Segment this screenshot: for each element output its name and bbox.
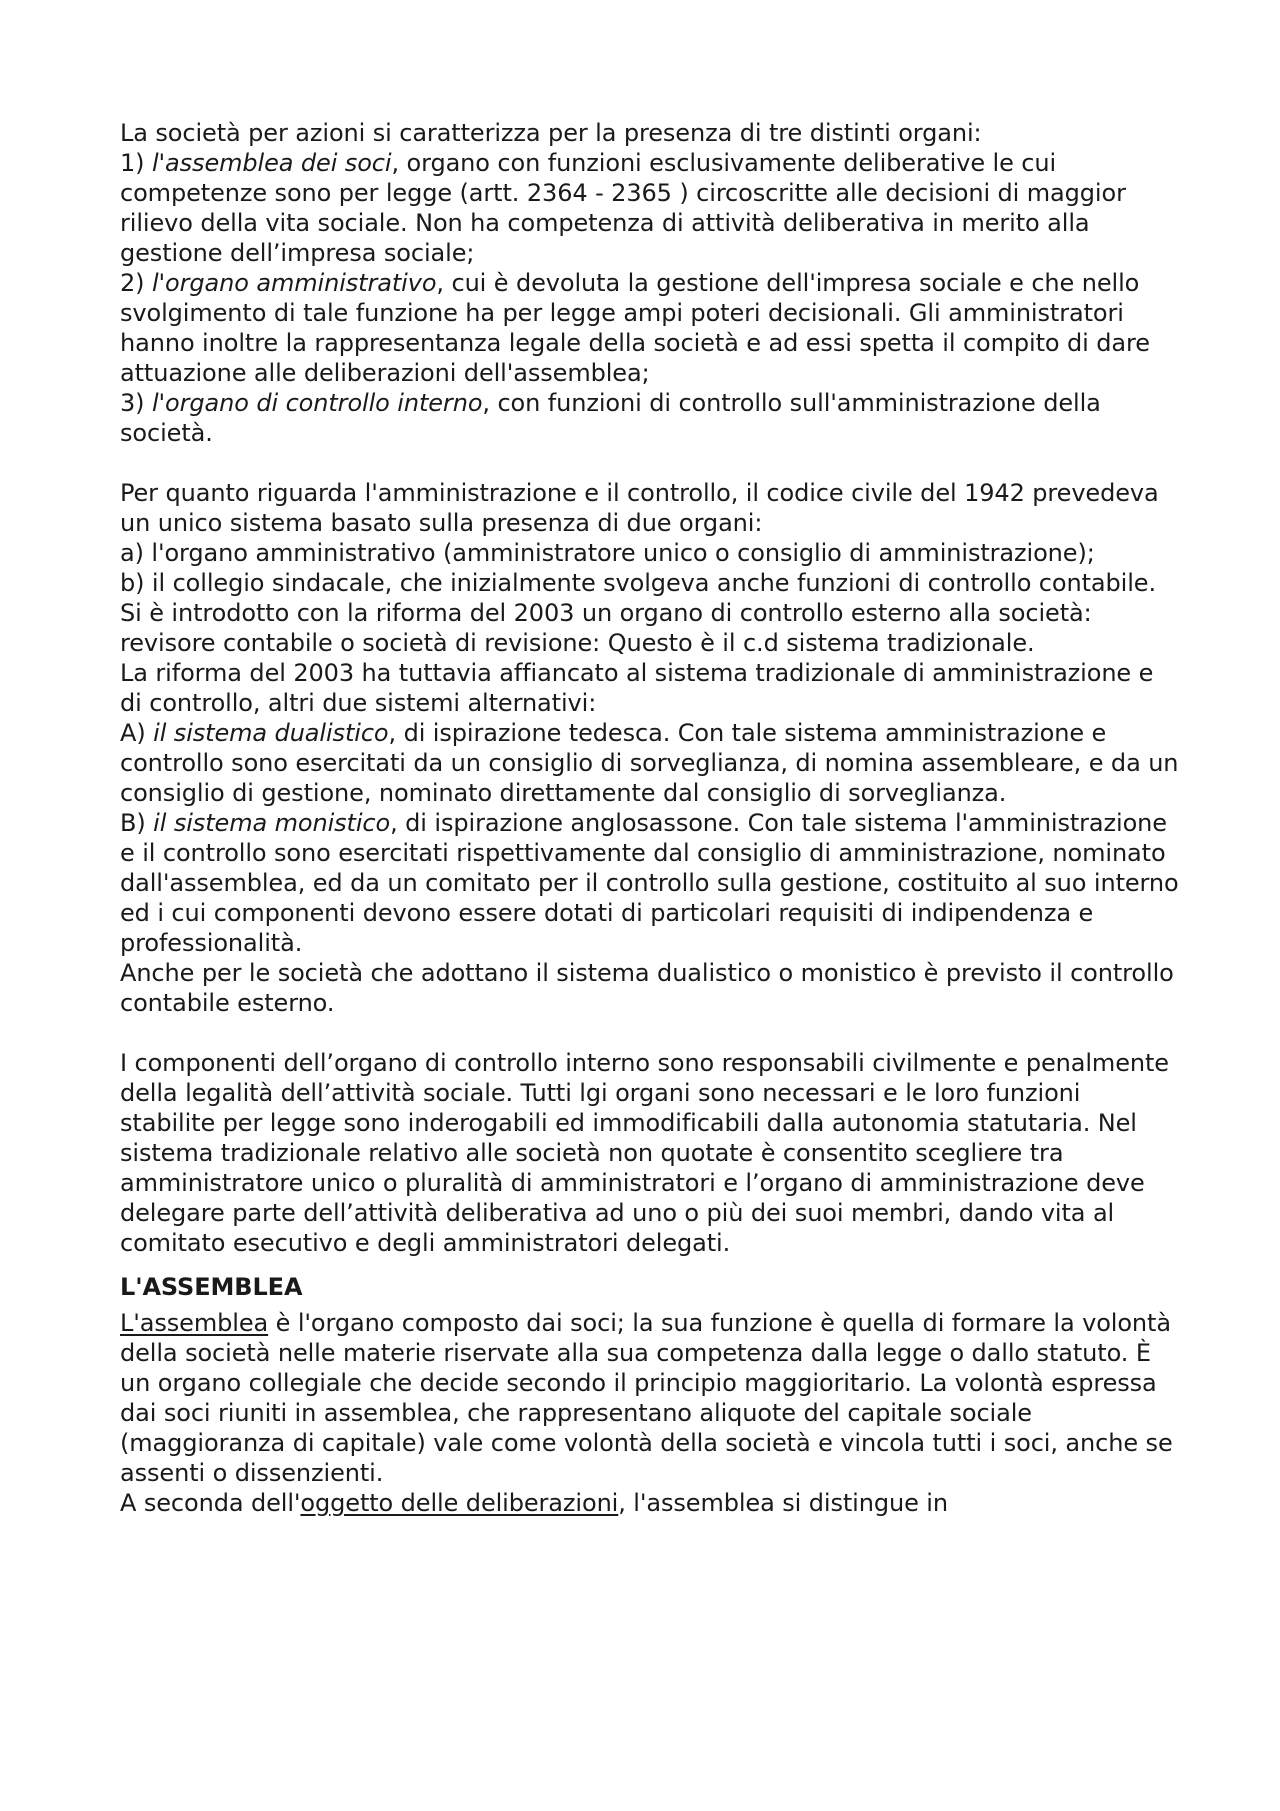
- last-line-prefix: A seconda dell': [120, 1489, 301, 1517]
- organ-description: , organo con funzioni esclusivamente deliberative le cui competenze sono per legge (artt. 2364 - 2365 ) circoscritte alle decisioni di maggior rilievo della vita sociale. Non ha competenza di attività deliberativa in merito alla gestione dell’impresa sociale;: [120, 149, 1126, 267]
- organ-term-assemblea: l'assemblea dei soci: [151, 149, 392, 177]
- organ-description: , con funzioni di controllo sull'amministrazione della società.: [120, 389, 1101, 447]
- organ-term-amministrativo: l'organo amministrativo: [151, 269, 437, 297]
- document-page: [120, 118, 1180, 1518]
- organ-description: , cui è devoluta la gestione dell'impresa sociale e che nello svolgimento di tale funzione ha per legge ampi poteri decisionali. Gli amministratori hanno inoltre la rappresentanza legale della società e ad essi spetta il compito di dare attuazione alle deliberazioni dell'assemblea;: [120, 269, 1150, 387]
- assemblea-description: è l'organo composto dai soci; la sua funzione è quella di formare la volontà della società nelle materie riservate alla sua competenza dalla legge o dallo statuto. È un organo collegiale che decide secondo il principio maggioritario. La volontà espressa dai soci riuniti in assemblea, che rappresentano aliquote del capitale sociale (maggioranza di capitale) vale come volontà della società e vincola tutti i soci, anche se assenti o dissenzienti.: [120, 1309, 1173, 1487]
- assemblea-last-line: [120, 1488, 1180, 1518]
- term-monistico: il sistema monistico: [153, 809, 391, 837]
- intro-lead: La società per azioni si caratterizza per la presenza di tre distinti organi:: [120, 119, 982, 147]
- paragraph-gap: [120, 448, 1180, 478]
- item-letter: A): [120, 719, 154, 747]
- item-number: 2): [120, 269, 152, 297]
- components-paragraph: I componenti dell’organo di controllo interno sono responsabili civilmente e penalmente della legalità dell’attività sociale. Tutti lgi organi sono necessari e le loro funzioni stabilite per legge sono inderogabili ed immodificabili dalla autonomia statutaria. Nel sistema tradizionale relativo alle società non quotate è consentito scegliere tra amministratore unico o pluralità di amministratori e l’organo di amministrazione deve delegare parte dell’attività deliberativa ad uno o più dei suoi membri, dando vita al comitato esecutivo e degli amministratori delegati.: [120, 1049, 1169, 1257]
- organ-item-3: [120, 388, 1180, 448]
- item-number: 1): [120, 149, 152, 177]
- oggetto-deliberazioni-underlined: oggetto delle deliberazioni: [300, 1489, 619, 1517]
- system-item-a: a) l'organo amministrativo (amministratore unico o consiglio di amministrazione);: [120, 539, 1095, 567]
- organ-term-controllo: l'organo di controllo interno: [151, 389, 483, 417]
- paragraph-gap: [120, 1018, 1180, 1048]
- system-description: , di ispirazione anglosassone. Con tale sistema l'amministrazione e il controllo sono esercitati rispettivamente dal consiglio di amministrazione, nominato dall'assemblea, ed da un comitato per il controllo sulla gestione, costituito al suo interno ed i cui componenti devono essere dotati di particolari requisiti di indipendenza e professionalità.: [120, 809, 1179, 957]
- term-dualistico: il sistema dualistico: [153, 719, 389, 747]
- system-item-b: b) il collegio sindacale, che inizialmente svolgeva anche funzioni di controllo contabile. Si è introdotto con la riforma del 2003 un organo di controllo esterno alla società: revisore contabile o società di revisione: Questo è il c.d sistema tradizionale.: [120, 569, 1156, 657]
- term-assemblea-underlined: L'assemblea: [120, 1309, 269, 1337]
- organ-item-1: [120, 148, 1180, 268]
- system-description: , di ispirazione tedesca. Con tale sistema amministrazione e controllo sono esercitati da un consiglio di sorveglianza, di nomina assembleare, e da un consiglio di gestione, nominato direttamente dal consiglio di sorveglianza.: [120, 719, 1179, 807]
- reform-paragraph: La riforma del 2003 ha tuttavia affiancato al sistema tradizionale di amministrazione e di controllo, altri due sistemi alternativi:: [120, 659, 1154, 717]
- item-letter: B): [120, 809, 154, 837]
- assemblea-paragraph: [120, 1308, 1180, 1488]
- system-item-monistico: [120, 808, 1180, 958]
- systems-lead: Per quanto riguarda l'amministrazione e il controllo, il codice civile del 1942 prevedeva un unico sistema basato sulla presenza di due organi:: [120, 479, 1159, 537]
- section-heading-assemblea: L'ASSEMBLEA: [120, 1273, 303, 1301]
- system-item-dualistico: [120, 718, 1180, 808]
- organ-item-2: [120, 268, 1180, 388]
- systems-closing: Anche per le società che adottano il sistema dualistico o monistico è previsto il controllo contabile esterno.: [120, 959, 1174, 1017]
- item-number: 3): [120, 389, 152, 417]
- last-line-suffix: , l'assemblea si distingue in: [618, 1489, 948, 1517]
